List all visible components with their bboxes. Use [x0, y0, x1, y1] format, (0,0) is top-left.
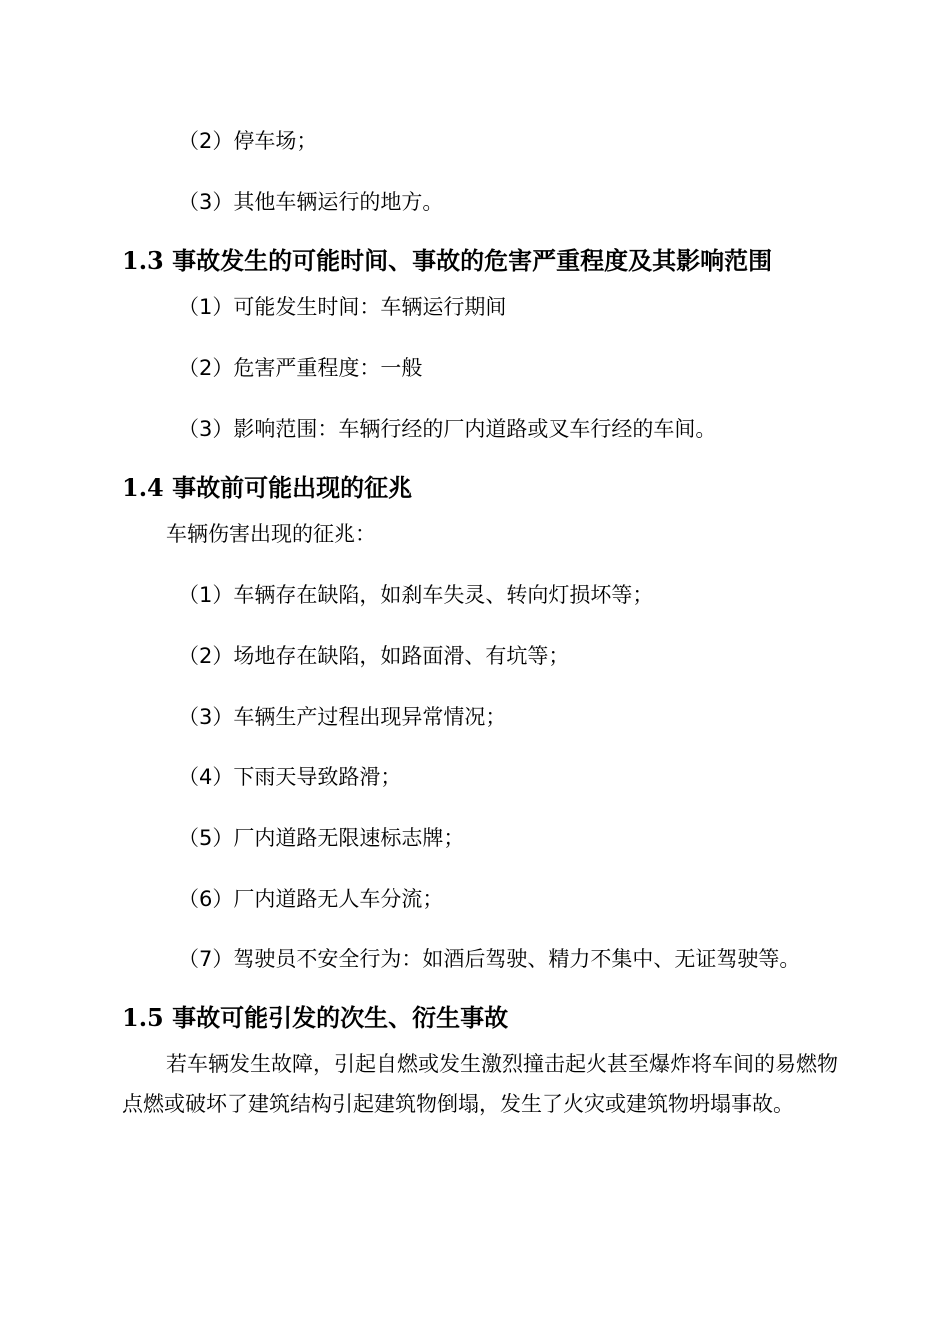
- list-item: （3）影响范围：车辆行经的厂内道路或叉车行经的车间。: [178, 417, 717, 441]
- section-intro: 车辆伤害出现的征兆：: [166, 522, 376, 546]
- list-item: （3）其他车辆运行的地方。: [178, 190, 444, 214]
- list-item: （6）厂内道路无人车分流；: [178, 887, 444, 911]
- section-heading-1-3: 1.3 事故发生的可能时间、事故的危害严重程度及其影响范围: [122, 246, 773, 275]
- body-paragraph: 若车辆发生故障，引起自燃或发生激烈撞击起火甚至爆炸将车间的易燃物点燃或破坏了建筑结构引起建筑物倒塌，发生了火灾或建筑物坍塌事故。: [122, 1052, 838, 1116]
- list-item: （5）厂内道路无限速标志牌；: [178, 826, 465, 850]
- list-item: （2）停车场；: [178, 129, 318, 153]
- section-heading-1-5: 1.5 事故可能引发的次生、衍生事故: [122, 1003, 509, 1032]
- list-item: （2）危害严重程度：一般: [178, 356, 423, 380]
- section-heading-1-4: 1.4 事故前可能出现的征兆: [122, 473, 413, 502]
- list-item: （1）可能发生时间：车辆运行期间: [178, 295, 507, 319]
- list-item: （4）下雨天导致路滑；: [178, 765, 402, 789]
- list-item: （3）车辆生产过程出现异常情况；: [178, 705, 507, 729]
- list-item: （2）场地存在缺陷，如路面滑、有坑等；: [178, 644, 570, 668]
- list-item: （7）驾驶员不安全行为：如酒后驾驶、精力不集中、无证驾驶等。: [178, 947, 801, 971]
- list-item: （1）车辆存在缺陷，如刹车失灵、转向灯损坏等；: [178, 583, 654, 607]
